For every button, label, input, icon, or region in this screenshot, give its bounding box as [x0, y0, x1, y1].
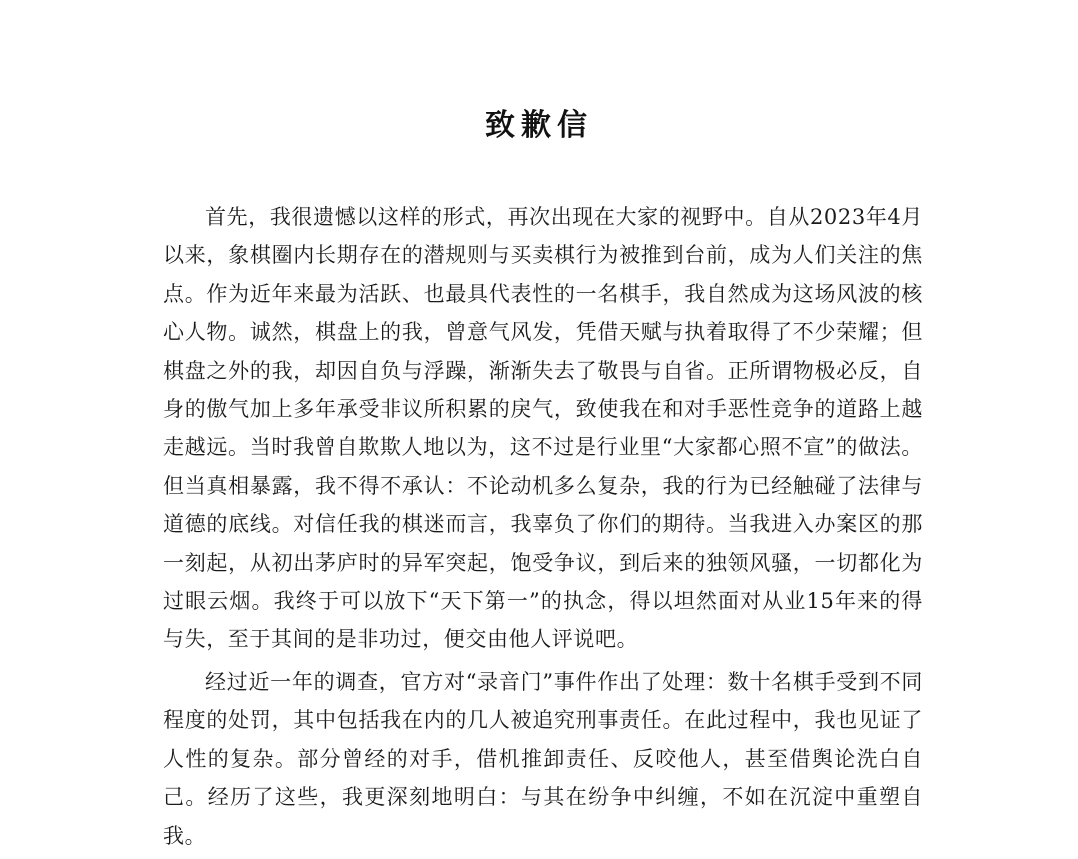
- paragraph-2: 经过近一年的调查，官方对“录音门”事件作出了处理：数十名棋手受到不同程度的处罚，其中包括我在内的几人被追究刑事责任。在此过程中，我也见证了人性的复杂。部分曾经的对手，借机推卸责任、反咬他人，甚至借舆论洗白自己。经历了这些，我更深刻地明白：与其在纷争中纠缠，不如在沉淀中重塑自我。: [163, 669, 923, 848]
- paragraph-1: 首先，我很遗憾以这样的形式，再次出现在大家的视野中。自从2023年4月以来，象棋圈内长期存在的潜规则与买卖棋行为被推到台前，成为人们关注的焦点。作为近年来最为活跃、也最具代表性的一名棋手，我自然成为这场风波的核心人物。诚然，棋盘上的我，曾意气风发，凭借天赋与执着取得了不少荣耀；但棋盘之外的我，却因自负与浮躁，渐渐失去了敬畏与自省。正所谓物极必反，自身的傲气加上多年承受非议所积累的戾气，致使我在和对手恶性竞争的道路上越走越远。当时我曾自欺欺人地以为，这不过是行业里“大家都心照不宣”的做法。但当真相暴露，我不得不承认：不论动机多么复杂，我的行为已经触碰了法律与道德的底线。对信任我的棋迷而言，我辜负了你们的期待。当我进入办案区的那一刻起，从初出茅庐时的异军突起，饱受争议，到后来的独领风骚，一切都化为过眼云烟。我终于可以放下“天下第一”的执念，得以坦然面对从业15年来的得与失，至于其间的是非功过，便交由他人评说吧。: [163, 205, 923, 652]
- document-title: 致歉信: [485, 108, 593, 143]
- document-body: [163, 198, 923, 859]
